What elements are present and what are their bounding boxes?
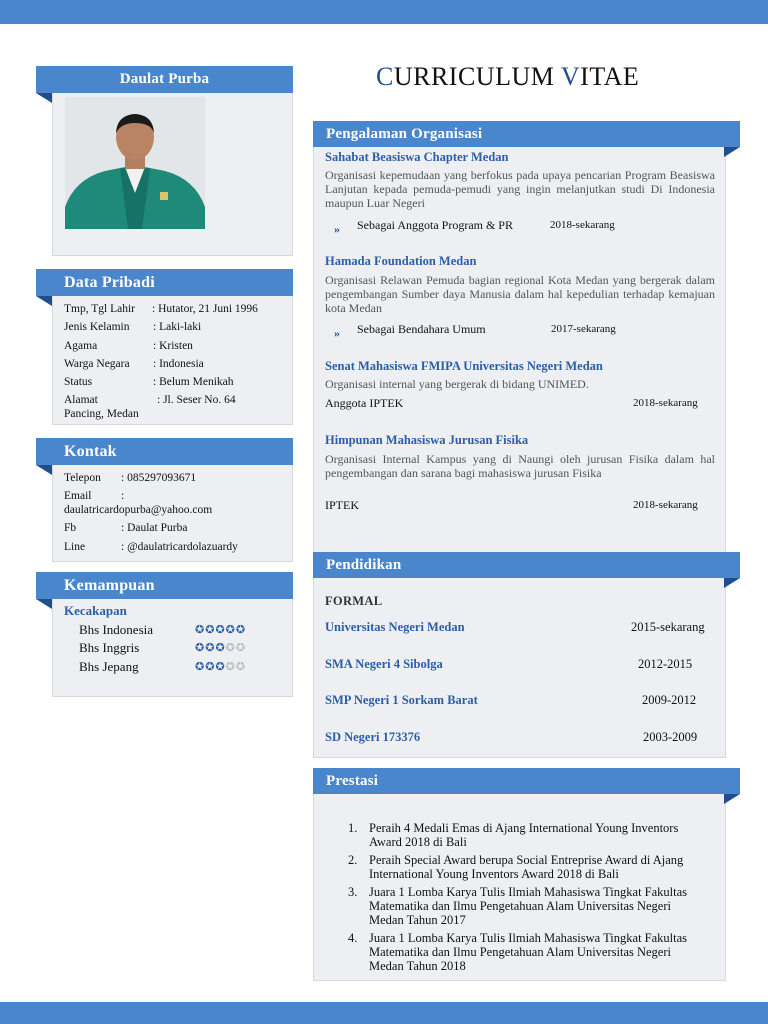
org-role: Sebagai Bendahara Umum — [357, 322, 486, 336]
school-years: 2003-2009 — [643, 730, 698, 744]
contact-email: Email : daulatricardopurba@yahoo.com — [64, 490, 213, 516]
star-icon: ✪ — [195, 642, 206, 654]
list-item: 4. Juara 1 Lomba Karya Tulis Ilmiah Mahasiswa Tingkat Fakultas Matematika dan Ilmu Pengetahuan Alam Universitas Negeri Medan Tahun 2018 — [348, 931, 688, 973]
org-role: IPTEK — [325, 498, 359, 512]
info-row-status: Status : Belum Menikah — [64, 376, 234, 388]
org-period: 2018-sekarang — [550, 219, 615, 231]
org-title: Sahabat Beasiswa Chapter Medan — [325, 150, 509, 164]
skill-name: Bhs Jepang — [79, 659, 139, 674]
contact-fb: Fb : Daulat Purba — [64, 522, 188, 534]
data-pribadi-heading: Data Pribadi — [36, 269, 293, 296]
star-icon: ✪ — [215, 661, 226, 673]
star-icon: ✪ — [215, 624, 226, 636]
info-row-nationality: Warga Negara : Indonesia — [64, 358, 204, 370]
school-name: Universitas Negeri Medan — [325, 620, 465, 634]
info-row-birth: Tmp, Tgl Lahir : Hutator, 21 Juni 1996 — [64, 303, 258, 315]
org-description: Organisasi Relawan Pemuda bagian regional Kota Medan yang bergerak dalam pengembangan Sumber daya Manusia dalam hal kepedulian terhadap kemajuan kota Medan — [325, 273, 715, 315]
star-icon: ✪ — [215, 642, 226, 654]
star-icon: ✪ — [205, 661, 216, 673]
org-title: Hamada Foundation Medan — [325, 254, 477, 268]
star-icon: ✪ — [235, 624, 247, 636]
org-period: 2018-sekarang — [633, 499, 698, 511]
kontak-heading: Kontak — [36, 438, 293, 465]
skill-rating — [195, 660, 246, 673]
skill-name: Bhs Indonesia — [79, 622, 154, 637]
ribbon-fold — [36, 93, 52, 103]
list-item: 2. Peraih Special Award berupa Social Entreprise Award di Ajang International Young Inventors Award 2018 di Bali — [348, 853, 684, 881]
kecakapan-label: Kecakapan — [64, 603, 127, 618]
bottom-bar — [0, 1002, 768, 1024]
contact-line: Line : @daulatricardolazuardy — [64, 541, 238, 553]
school-years: 2012-2015 — [638, 657, 693, 671]
ribbon-fold — [724, 794, 740, 804]
pendidikan-heading: Pendidikan — [313, 552, 740, 578]
skill-rating — [195, 641, 246, 654]
school-name: SMA Negeri 4 Sibolga — [325, 657, 443, 671]
star-icon: ✪ — [225, 642, 236, 654]
skill-rating — [195, 623, 246, 636]
list-item: 1. Peraih 4 Medali Emas di Ajang International Young Inventors Award 2018 di Bali — [348, 821, 679, 849]
star-icon: ✪ — [235, 642, 247, 654]
star-icon: ✪ — [195, 624, 206, 636]
chevron-right-icon: » — [334, 326, 340, 340]
formal-label: FORMAL — [325, 594, 383, 608]
kemampuan-heading: Kemampuan — [36, 572, 293, 599]
school-name: SD Negeri 173376 — [325, 730, 421, 744]
info-row-address: Alamat : Jl. Seser No. 64 Pancing, Medan — [64, 394, 236, 420]
pendidikan-panel — [313, 552, 726, 758]
ribbon-fold — [36, 465, 52, 475]
ribbon-fold — [724, 147, 740, 157]
org-description: Organisasi kepemudaan yang berfokus pada upaya pencarian Program Beasiswa Lanjutan kepada pemuda-pemudi yang ingin melanjutkan studi Di Indonesia maupun Luar Negeri — [325, 168, 715, 210]
org-period: 2017-sekarang — [551, 323, 616, 335]
org-role: Anggota IPTEK — [325, 396, 404, 410]
school-years: 2009-2012 — [642, 693, 697, 707]
school-years: 2015-sekarang — [631, 620, 705, 634]
chevron-right-icon: » — [334, 222, 340, 236]
info-row-gender: Jenis Kelamin : Laki-laki — [64, 321, 202, 333]
top-bar — [0, 0, 768, 24]
pengalaman-heading: Pengalaman Organisasi — [313, 121, 740, 147]
star-icon: ✪ — [225, 624, 236, 636]
profile-name: Daulat Purba — [36, 66, 293, 93]
skill-name: Bhs Inggris — [79, 640, 140, 655]
org-title: Senat Mahasiswa FMIPA Universitas Negeri Medan — [325, 359, 603, 373]
org-description: Organisasi Internal Kampus yang di Naungi oleh jurusan Fisika dalam hal pengembangan dan sarana bagi mahasiswa jurusan Fisika — [325, 452, 715, 480]
org-role: Sebagai Anggota Program & PR — [357, 218, 513, 232]
star-icon: ✪ — [205, 642, 216, 654]
star-icon: ✪ — [235, 661, 247, 673]
star-icon: ✪ — [225, 661, 236, 673]
org-title: Himpunan Mahasiswa Jurusan Fisika — [325, 433, 529, 447]
achievement-list — [348, 821, 708, 977]
ribbon-fold — [36, 296, 52, 306]
org-period: 2018-sekarang — [633, 397, 698, 409]
info-row-religion: Agama : Kristen — [64, 340, 193, 352]
star-icon: ✪ — [205, 624, 216, 636]
org-description: Organisasi internal yang bergerak di bidang UNIMED. — [325, 377, 589, 391]
contact-phone: Telepon : 085297093671 — [64, 472, 197, 484]
school-name: SMP Negeri 1 Sorkam Barat — [325, 693, 478, 707]
prestasi-heading: Prestasi — [313, 768, 740, 794]
list-item: 3. Juara 1 Lomba Karya Tulis Ilmiah Mahasiswa Tingkat Fakultas Matematika dan Ilmu Pengetahuan Alam Universitas Negeri Medan Tahun 2017 — [348, 885, 688, 927]
email-link[interactable]: daulatricardopurba@yahoo.com — [64, 504, 213, 516]
profile-photo — [65, 97, 205, 229]
ribbon-fold — [36, 599, 52, 609]
ribbon-fold — [724, 578, 740, 588]
page-title: CURRICULUM VITAE — [376, 62, 640, 91]
star-icon: ✪ — [195, 661, 206, 673]
